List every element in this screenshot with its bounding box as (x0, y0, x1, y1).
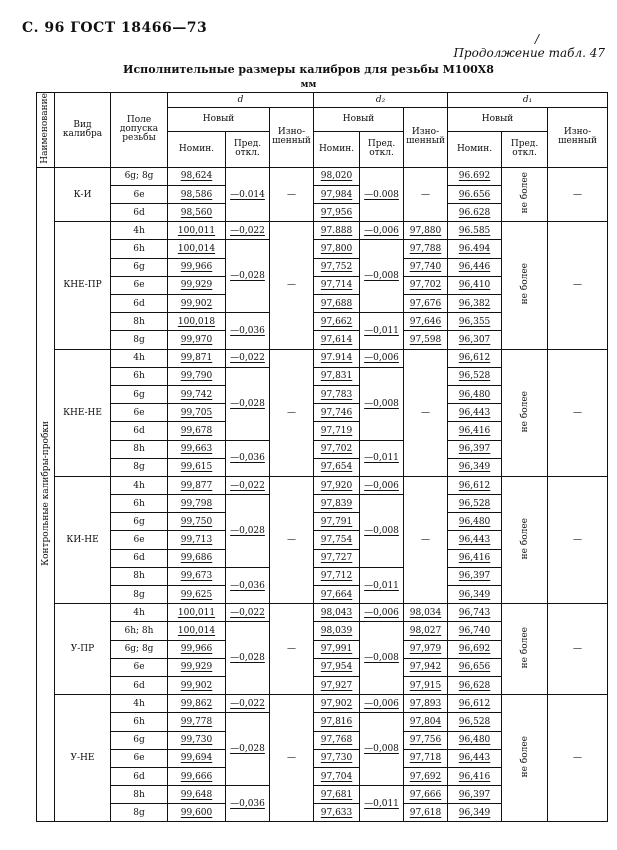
table-row (37, 476, 608, 494)
d2-nominal: 97,702 (314, 440, 360, 458)
gauge-type: К-И (55, 167, 111, 222)
d1-nominal: 96,355 (448, 313, 502, 331)
d2-worn: 98,034 (404, 604, 448, 622)
tolerance-field: 8h (111, 567, 168, 585)
d-nominal: 100,011 (168, 604, 226, 622)
d2-worn-header: Изно-шенный (404, 108, 448, 168)
d2-header: d₂ (314, 93, 448, 108)
d2-worn: 97,942 (404, 658, 448, 676)
tolerance-field: 6d (111, 204, 168, 222)
table-row (37, 167, 608, 185)
d2-deviation: —0,006 (360, 222, 404, 240)
d1-deviation: не более (502, 695, 548, 822)
d-nominal: 99,673 (168, 567, 226, 585)
d2-nominal: 97,768 (314, 731, 360, 749)
d-deviation: —0,028 (226, 240, 270, 313)
gauge-type: КНЕ-НЕ (55, 349, 111, 476)
d1-nominal: 96,528 (448, 367, 502, 385)
d1-nominal: 96,743 (448, 604, 502, 622)
tolerance-field: 4h (111, 349, 168, 367)
d-worn: — (270, 222, 314, 349)
d2-nominal: 97,800 (314, 240, 360, 258)
d-deviation: —0,028 (226, 367, 270, 440)
d1-worn: — (548, 167, 608, 222)
d2-deviation: —0,008 (360, 713, 404, 786)
d-deviation: —0.014 (226, 167, 270, 222)
d2-deviation: —0,011 (360, 786, 404, 822)
d-worn: — (270, 476, 314, 603)
d2-deviation: —0,008 (360, 495, 404, 568)
d-deviation: —0,036 (226, 313, 270, 349)
d1-deviation: не более (502, 604, 548, 695)
d2-new-header: Новый (314, 108, 404, 132)
standard-code: ГОСТ 18466—73 (70, 20, 208, 36)
tolerance-field: 6g (111, 385, 168, 403)
d1-worn: — (548, 222, 608, 349)
tolerance-field: 6g (111, 258, 168, 276)
d1-nominal: 96,480 (448, 513, 502, 531)
d2-worn: 97,740 (404, 258, 448, 276)
d2-nominal: 97,727 (314, 549, 360, 567)
d2-deviation: —0,008 (360, 240, 404, 313)
d-deviation: —0,022 (226, 476, 270, 494)
d-nominal: 99,648 (168, 786, 226, 804)
d2-nominal: 97,633 (314, 804, 360, 822)
table-row (37, 222, 608, 240)
d-nominal: 99,966 (168, 258, 226, 276)
d1-nominal: 96,397 (448, 567, 502, 585)
d2-worn: 97,702 (404, 276, 448, 294)
d1-nominal: 96,446 (448, 258, 502, 276)
tolerance-field: 8h (111, 313, 168, 331)
d1-worn: — (548, 695, 608, 822)
d1-header: d₁ (448, 93, 608, 108)
d1-deviation: не более (502, 349, 548, 476)
margin-mark: / (535, 32, 540, 46)
d-nominal: 99,742 (168, 385, 226, 403)
tolerance-field: 6h (111, 240, 168, 258)
d1-nominal: 96,416 (448, 549, 502, 567)
d1-deviation: не более (502, 167, 548, 222)
d-nominal: 99,966 (168, 640, 226, 658)
d2-nominal: 97,984 (314, 185, 360, 203)
page-number: С. 96 (22, 20, 65, 36)
d-worn: — (270, 695, 314, 822)
d2-deviation: —0,008 (360, 367, 404, 440)
d-nominal: 99,790 (168, 367, 226, 385)
d-nominal: 99,678 (168, 422, 226, 440)
d-nominal: 99,902 (168, 676, 226, 694)
page-header (22, 20, 207, 36)
gauge-type: КНЕ-ПР (55, 222, 111, 349)
d1-nominal: 96.494 (448, 240, 502, 258)
d2-nominal: 97.914 (314, 349, 360, 367)
d1-worn: — (548, 476, 608, 603)
d2-worn: 97,718 (404, 749, 448, 767)
d2-worn: 97,618 (404, 804, 448, 822)
d-deviation: —0,022 (226, 604, 270, 622)
d-nominal: 99,929 (168, 658, 226, 676)
dimensions-table (36, 92, 608, 822)
d2-nominal: 98,043 (314, 604, 360, 622)
d-nominal: 99,902 (168, 295, 226, 313)
d-worn: — (270, 167, 314, 222)
d1-deviation: не более (502, 222, 548, 349)
d-nominal: 99,970 (168, 331, 226, 349)
d-nominal: 99,615 (168, 458, 226, 476)
d-worn-header: Изно-шенный (270, 108, 314, 168)
d1-nominal: 96,612 (448, 349, 502, 367)
tolerance-field: 4h (111, 695, 168, 713)
table-row (37, 349, 608, 367)
d1-nominal: 96,443 (448, 404, 502, 422)
d-nominal: 100,014 (168, 240, 226, 258)
d-deviation: —0,022 (226, 222, 270, 240)
table-row (37, 604, 608, 622)
table-row (37, 695, 608, 713)
d2-worn: — (404, 349, 448, 476)
d-nominal: 99,713 (168, 531, 226, 549)
name-header: Наименование (37, 93, 55, 168)
d-nominal: 99,686 (168, 549, 226, 567)
d2-nominal: 97,927 (314, 676, 360, 694)
tolerance-field: 6h (111, 367, 168, 385)
d2-nominal: 97,831 (314, 367, 360, 385)
tolerance-field: 8g (111, 331, 168, 349)
d-nominal: 99,798 (168, 495, 226, 513)
d1-nominal: 96.628 (448, 204, 502, 222)
d1-nominal: 96,307 (448, 331, 502, 349)
d-nominal: 99,600 (168, 804, 226, 822)
tolerance-field: 6d (111, 767, 168, 785)
tolerance-field: 6e (111, 404, 168, 422)
d-nominal: 98,586 (168, 185, 226, 203)
d-nominal: 98,560 (168, 204, 226, 222)
d-nominal: 100,011 (168, 222, 226, 240)
d2-dev-header: Пред. откл. (360, 131, 404, 167)
d-worn: — (270, 604, 314, 695)
d2-nominal: 97,920 (314, 476, 360, 494)
d2-deviation: —0,011 (360, 313, 404, 349)
d2-deviation: —0,011 (360, 440, 404, 476)
d1-nominal: 96,416 (448, 767, 502, 785)
d2-nominal: 97,654 (314, 458, 360, 476)
d-nominal: 99,694 (168, 749, 226, 767)
d2-worn: 97,893 (404, 695, 448, 713)
gauge-type: У-НЕ (55, 695, 111, 822)
type-header: Вид калибра (55, 93, 111, 168)
d2-nominal: 97,816 (314, 713, 360, 731)
d2-worn: 97,598 (404, 331, 448, 349)
d2-worn: 97,646 (404, 313, 448, 331)
tolerance-field: 4h (111, 222, 168, 240)
d2-deviation: —0,006 (360, 604, 404, 622)
d1-worn-header: Изно-шенный (548, 108, 608, 168)
tolerance-field: 6g; 8g (111, 640, 168, 658)
d-dev-header: Пред. откл. (226, 131, 270, 167)
d2-nominal: 98,039 (314, 622, 360, 640)
d-deviation: —0,028 (226, 622, 270, 695)
d-nominal: 99,705 (168, 404, 226, 422)
group-label: Контрольные калибры-пробки (37, 167, 55, 822)
d2-deviation: —0,006 (360, 695, 404, 713)
d-nominal: 99,730 (168, 731, 226, 749)
d2-nominal: 97,719 (314, 422, 360, 440)
table-title: Исполнительные размеры калибров для резьбы М100Х8 (123, 63, 494, 76)
d2-worn: 97,666 (404, 786, 448, 804)
d2-worn: — (404, 476, 448, 603)
tolerance-field: 6d (111, 422, 168, 440)
d2-nominal: 97,704 (314, 767, 360, 785)
d-deviation: —0,036 (226, 786, 270, 822)
tolerance-field: 6h; 8h (111, 622, 168, 640)
d1-nominal: 96,349 (448, 586, 502, 604)
d2-nominal: 97,681 (314, 786, 360, 804)
tolerance-field: 6d (111, 549, 168, 567)
d1-nominal: 96,480 (448, 385, 502, 403)
d1-nom-header: Номин. (448, 131, 502, 167)
d-nominal: 99,871 (168, 349, 226, 367)
d1-nominal: 96,410 (448, 276, 502, 294)
d2-worn: 97,804 (404, 713, 448, 731)
tolerance-field: 8g (111, 586, 168, 604)
d1-nominal: 96,349 (448, 458, 502, 476)
d2-nominal: 97,783 (314, 385, 360, 403)
d1-nominal: 96,528 (448, 713, 502, 731)
d1-worn: — (548, 349, 608, 476)
d2-nominal: 97,754 (314, 531, 360, 549)
d1-nominal: 96.656 (448, 185, 502, 203)
d-deviation: —0,028 (226, 495, 270, 568)
d2-nom-header: Номин. (314, 131, 360, 167)
tolerance-field: 8g (111, 458, 168, 476)
d2-worn: 97,915 (404, 676, 448, 694)
d2-nominal: 97,839 (314, 495, 360, 513)
d1-nominal: 96,349 (448, 804, 502, 822)
d2-nominal: 98,020 (314, 167, 360, 185)
d-deviation: —0,022 (226, 349, 270, 367)
d2-worn: 97,788 (404, 240, 448, 258)
tolerance-field: 4h (111, 604, 168, 622)
d-deviation: —0,036 (226, 567, 270, 603)
tolerance-field: 8g (111, 804, 168, 822)
d-new-header: Новый (168, 108, 270, 132)
d1-nominal: 96,382 (448, 295, 502, 313)
d-nominal: 100,018 (168, 313, 226, 331)
tolerance-field: 6g; 8g (111, 167, 168, 185)
d2-nominal: 97.888 (314, 222, 360, 240)
d2-deviation: —0,008 (360, 622, 404, 695)
d2-worn: 97,880 (404, 222, 448, 240)
d1-nominal: 96.692 (448, 167, 502, 185)
d-nominal: 99,877 (168, 476, 226, 494)
tolerance-field: 6g (111, 513, 168, 531)
d-nominal: 100,014 (168, 622, 226, 640)
d-nominal: 99,862 (168, 695, 226, 713)
d2-nominal: 97,791 (314, 513, 360, 531)
d-nominal: 99,750 (168, 513, 226, 531)
tolerance-field: 6h (111, 495, 168, 513)
d-nominal: 99,625 (168, 586, 226, 604)
d2-nominal: 97,730 (314, 749, 360, 767)
d-deviation: —0,028 (226, 713, 270, 786)
d-nominal: 99,778 (168, 713, 226, 731)
tolerance-field: 4h (111, 476, 168, 494)
d2-nominal: 97,954 (314, 658, 360, 676)
d2-nominal: 97,752 (314, 258, 360, 276)
d1-nominal: 96,612 (448, 476, 502, 494)
d-nominal: 99,929 (168, 276, 226, 294)
d2-nominal: 97,956 (314, 204, 360, 222)
d1-nominal: 96,656 (448, 658, 502, 676)
d-nominal: 99,663 (168, 440, 226, 458)
tolerance-field: 6e (111, 749, 168, 767)
d1-deviation: не более (502, 476, 548, 603)
continuation-note: Продолжение табл. 47 (453, 46, 605, 60)
d1-new-header: Новый (448, 108, 548, 132)
tolerance-field: 6e (111, 276, 168, 294)
d-deviation: —0,036 (226, 440, 270, 476)
d2-nominal: 97,714 (314, 276, 360, 294)
d1-nominal: 96,397 (448, 786, 502, 804)
d2-nominal: 97,902 (314, 695, 360, 713)
tolerance-field: 6h (111, 713, 168, 731)
tolerance-field: 6g (111, 731, 168, 749)
d1-worn: — (548, 604, 608, 695)
d1-nominal: 96,443 (448, 749, 502, 767)
tolerance-header: Поле допуска резьбы (111, 93, 168, 168)
d1-nominal: 96,480 (448, 731, 502, 749)
units-label: мм (300, 80, 317, 90)
d1-nominal: 96,528 (448, 495, 502, 513)
d1-nominal: 96,397 (448, 440, 502, 458)
d2-nominal: 97,614 (314, 331, 360, 349)
d1-nominal: 96,740 (448, 622, 502, 640)
d-deviation: —0,022 (226, 695, 270, 713)
d2-worn: — (404, 167, 448, 222)
tolerance-field: 8h (111, 440, 168, 458)
d1-nominal: 96,692 (448, 640, 502, 658)
d2-worn: 97,979 (404, 640, 448, 658)
gauge-type: У-ПР (55, 604, 111, 695)
d-header: d (168, 93, 314, 108)
d2-nominal: 97,991 (314, 640, 360, 658)
d2-worn: 97,756 (404, 731, 448, 749)
tolerance-field: 6e (111, 658, 168, 676)
tolerance-field: 8h (111, 786, 168, 804)
d2-deviation: —0,006 (360, 349, 404, 367)
d-nominal: 99,666 (168, 767, 226, 785)
d2-nominal: 97,688 (314, 295, 360, 313)
d1-nominal: 96,443 (448, 531, 502, 549)
tolerance-field: 6e (111, 185, 168, 203)
gauge-type: КИ-НЕ (55, 476, 111, 603)
d1-dev-header: Пред. откл. (502, 131, 548, 167)
tolerance-field: 6d (111, 676, 168, 694)
tolerance-field: 6e (111, 531, 168, 549)
d2-worn: 97,692 (404, 767, 448, 785)
d-worn: — (270, 349, 314, 476)
d2-nominal: 97,746 (314, 404, 360, 422)
d-nom-header: Номин. (168, 131, 226, 167)
d2-worn: 98,027 (404, 622, 448, 640)
d2-nominal: 97,664 (314, 586, 360, 604)
d2-deviation: —0.008 (360, 167, 404, 222)
d1-nominal: 96,612 (448, 695, 502, 713)
tolerance-field: 6d (111, 295, 168, 313)
d1-nominal: 96.585 (448, 222, 502, 240)
d-nominal: 98,624 (168, 167, 226, 185)
d2-nominal: 97,712 (314, 567, 360, 585)
d2-deviation: —0,011 (360, 567, 404, 603)
d2-deviation: —0,006 (360, 476, 404, 494)
d2-worn: 97,676 (404, 295, 448, 313)
d1-nominal: 96,416 (448, 422, 502, 440)
d2-nominal: 97,662 (314, 313, 360, 331)
d1-nominal: 96,628 (448, 676, 502, 694)
